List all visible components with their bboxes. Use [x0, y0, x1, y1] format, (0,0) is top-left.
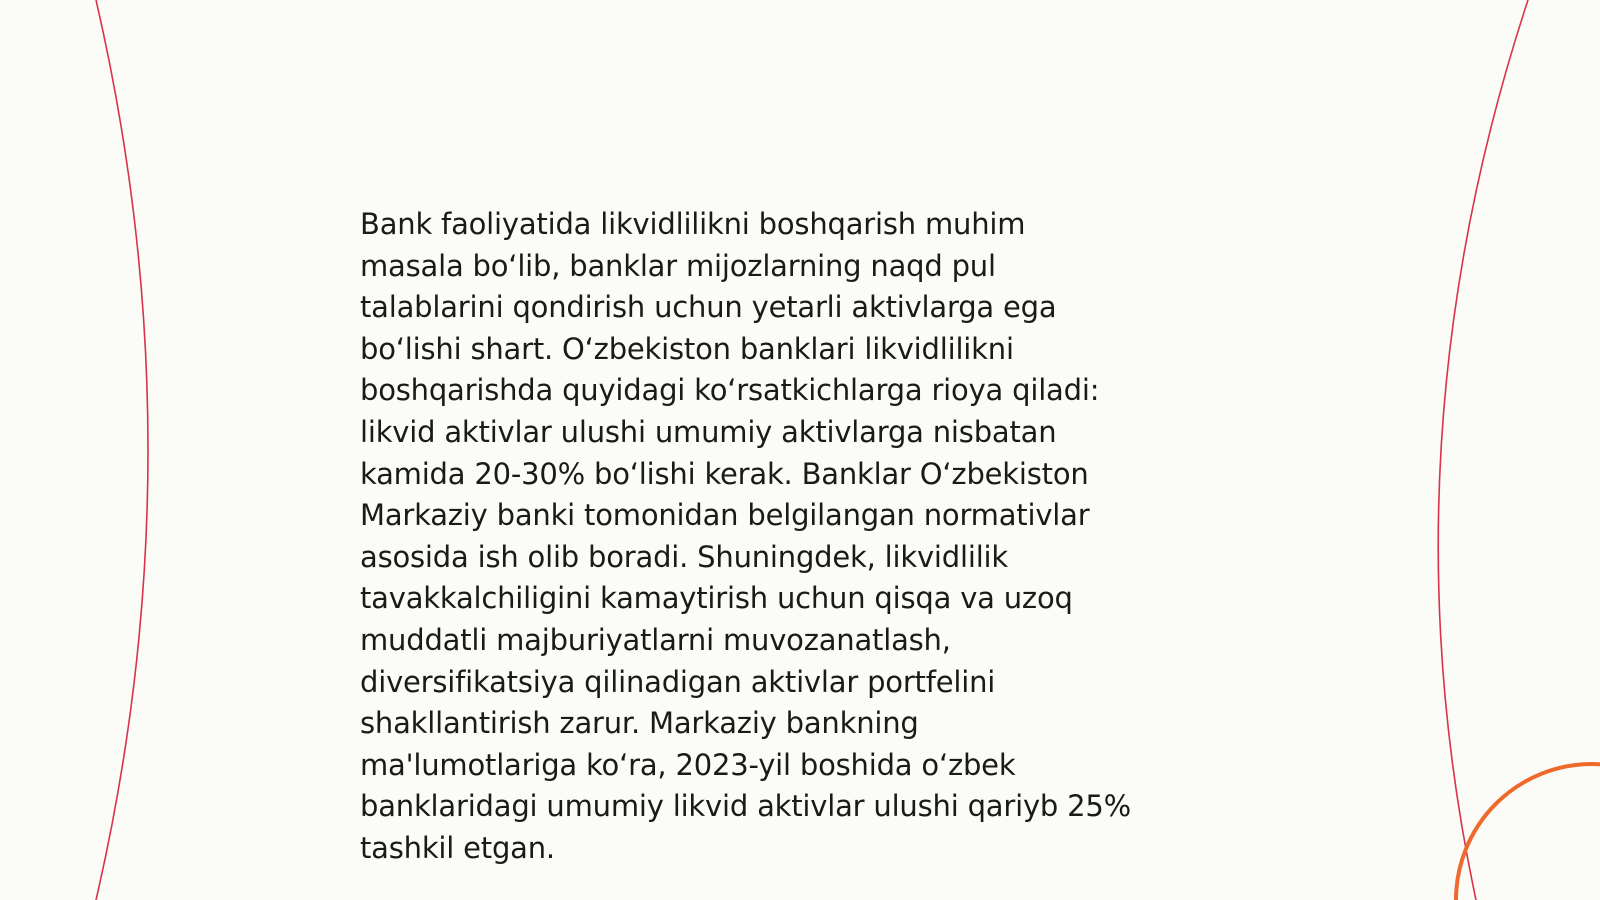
- paragraph-line: asosida ish olib boradi. Shuningdek, likvidlilik: [360, 539, 1009, 574]
- paragraph-line: Bank faoliyatida likvidlilikni boshqarish muhim: [360, 207, 1026, 241]
- orange-circle-accent: [1456, 764, 1600, 900]
- paragraph-line: muddatli majburiyatlarni muvozanatlash,: [360, 622, 951, 657]
- paragraph-line: likvid aktivlar ulushi umumiy aktivlarga nisbatan: [360, 414, 1057, 449]
- paragraph-line: shakllantirish zarur. Markaziy bankning: [360, 706, 919, 741]
- paragraph-line: masala bo‘lib, banklar mijozlarning naqd pul: [360, 248, 996, 283]
- paragraph-line: tavakkalchiligini kamaytirish uchun qisqa va uzoq: [360, 581, 1073, 616]
- paragraph-line: bo‘lishi shart. O‘zbekiston banklari likvidlilikni: [360, 331, 1014, 366]
- left-curve-line: [96, 0, 148, 900]
- paragraph-line: banklaridagi umumiy likvid aktivlar ulushi qariyb 25%: [360, 789, 1131, 824]
- paragraph-line: tashkil etgan.: [360, 830, 555, 865]
- paragraph-line: talablarini qondirish uchun yetarli aktivlarga ega: [360, 290, 1057, 325]
- paragraph-line: Markaziy banki tomonidan belgilangan normativlar: [360, 498, 1090, 533]
- paragraph-line: kamida 20-30% bo‘lishi kerak. Banklar O‘zbekiston: [360, 456, 1089, 491]
- body-paragraph: [360, 204, 1240, 870]
- paragraph-line: boshqarishda quyidagi ko‘rsatkichlarga rioya qiladi:: [360, 373, 1100, 408]
- right-curve-line: [1438, 0, 1528, 900]
- paragraph-line: ma'lumotlariga ko‘ra, 2023-yil boshida o‘zbek: [360, 747, 1016, 782]
- paragraph-line: diversifikatsiya qilinadigan aktivlar portfelini: [360, 664, 996, 699]
